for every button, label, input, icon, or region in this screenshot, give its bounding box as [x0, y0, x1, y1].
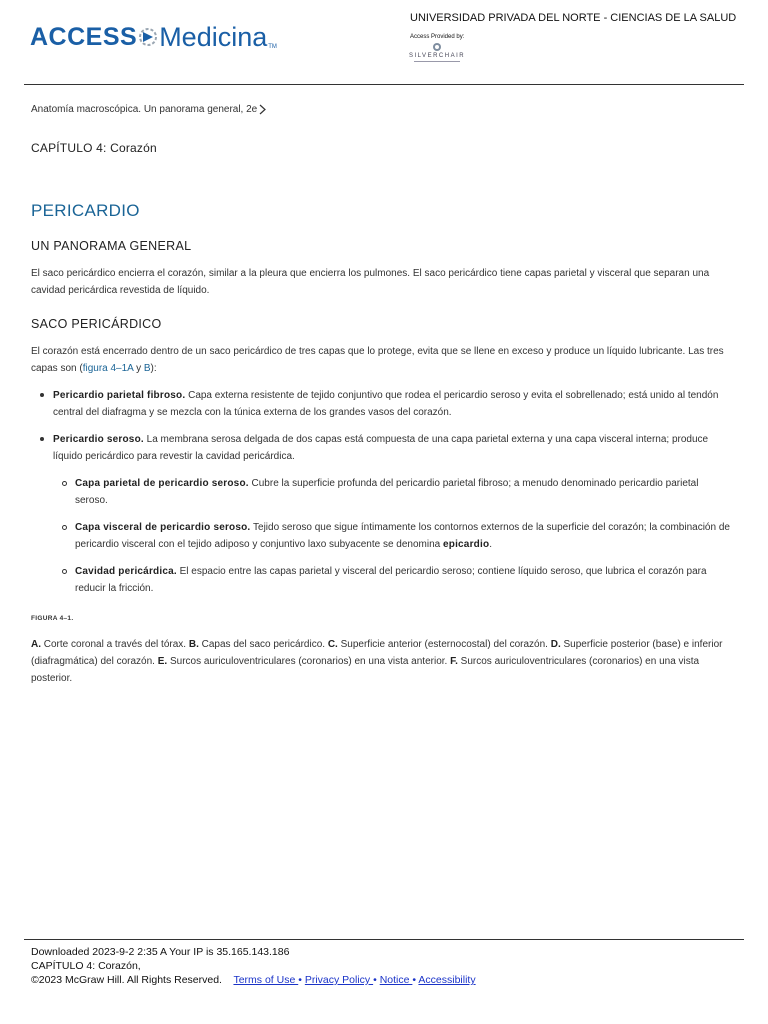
sublist-item-term: Capa parietal de pericardio seroso.	[75, 478, 249, 489]
logo-medicina-text: Medicina	[159, 22, 268, 52]
sublist-item	[53, 519, 731, 553]
silverchair-underline	[414, 61, 460, 62]
figure-4-1a-link[interactable]: figura 4–1A	[82, 363, 134, 374]
sublist-item-text: El espacio entre las capas parietal y visceral del pericardio seroso; contiene líquido seroso, que lubrica el corazón para reducir la fricción.	[75, 566, 707, 594]
header-divider	[24, 84, 744, 85]
figure-caption	[31, 636, 731, 687]
caption-text: Corte coronal a través del tórax.	[41, 639, 189, 650]
overview-paragraph: El saco pericárdico encierra el corazón, similar a la pleura que encierra los pulmones. El saco pericárdico tiene capas parietal y visceral que separan una cavidad pericárdica revestida de líquido.	[31, 268, 710, 296]
chapter-title: CAPÍTULO 4: Corazón	[31, 141, 157, 155]
link-separator: •	[298, 974, 302, 986]
sac-heading: SACO PERICÁRDICO	[31, 317, 162, 331]
silverchair-mark-icon	[432, 42, 442, 52]
link-separator: •	[412, 974, 417, 986]
sublist-item-term: Capa visceral de pericardio seroso.	[75, 522, 251, 533]
sac-intro-end: ):	[150, 363, 157, 374]
figure-b-link[interactable]: B	[143, 363, 151, 374]
download-info: Downloaded 2023-9-2 2:35 A Your IP is 35.165.143.186	[31, 946, 290, 958]
terms-of-use-link[interactable]: Terms of Use	[233, 974, 299, 986]
sublist-item	[53, 475, 731, 509]
caption-text: Capas del saco pericárdico.	[198, 639, 328, 650]
main-content	[31, 100, 731, 687]
logo-arrow-icon	[137, 22, 159, 52]
caption-letter: E.	[157, 656, 168, 667]
sublist-item	[53, 563, 731, 597]
caption-text: Superficie anterior (esternocostal) del corazón.	[337, 639, 551, 650]
sublist-item-term-epicardio: epicardio	[443, 539, 490, 550]
sac-intro-paragraph	[31, 343, 731, 377]
caption-letter: D.	[550, 639, 561, 650]
list-item-text: La membrana serosa delgada de dos capas está compuesta de una capa parietal externa y una capa visceral interna; produce líquido pericárdico para revestir la cavidad pericárdica.	[53, 434, 709, 462]
copyright-text: ©2023 McGraw Hill. All Rights Reserved.	[31, 974, 222, 986]
access-provided-label: Access Provided by:	[410, 34, 465, 40]
section-title: PERICARDIO	[31, 201, 140, 220]
sublist-item-text: Tejido seroso que sigue íntimamente los contornos externos de la superficie del corazón; la combinación de pericardio visceral con el tejido adiposo y conjuntivo laxo subyacente se denomina	[75, 522, 730, 550]
footer-divider	[24, 939, 744, 940]
footer-legal-line	[31, 973, 476, 987]
footer-chapter: CAPÍTULO 4: Corazón,	[31, 960, 141, 972]
chevron-right-icon	[259, 104, 266, 115]
breadcrumb-book[interactable]: Anatomía macroscópica. Un panorama general, 2e	[31, 104, 258, 115]
sublist-item-end: .	[489, 539, 493, 550]
list-item	[31, 387, 731, 421]
overview-heading: UN PANORAMA GENERAL	[31, 239, 192, 253]
list-item-term: Pericardio seroso.	[53, 434, 144, 445]
caption-letter: A.	[31, 639, 41, 650]
serous-sublist	[53, 475, 731, 597]
page-footer	[31, 945, 476, 987]
list-item-text: Capa externa resistente de tejido conjuntivo que rodea el pericardio seroso y evita el sobrellenado; está unido al tendón central del diafragma y se mezcla con la túnica externa de los grandes vasos del corazón.	[53, 390, 719, 418]
list-item	[31, 431, 731, 597]
sac-intro-and: y	[133, 363, 144, 374]
caption-letter: F.	[450, 656, 458, 667]
sublist-item-term: Cavidad pericárdica.	[75, 566, 177, 577]
caption-text: Surcos auriculoventriculares (coronarios) en una vista anterior.	[167, 656, 451, 667]
silverchair-logo	[409, 42, 464, 62]
link-separator: •	[373, 974, 377, 986]
notice-link[interactable]: Notice	[379, 974, 413, 986]
breadcrumb[interactable]	[31, 104, 731, 115]
figure-label: FIGURA 4–1.	[31, 615, 74, 622]
logo-trademark: TM	[268, 44, 277, 50]
caption-letter: C.	[327, 639, 338, 650]
accessmedicina-logo[interactable]	[30, 12, 277, 52]
logo-access-text: ACCESS	[30, 23, 138, 51]
sublist-item-text: Cubre la superficie profunda del pericardio parietal fibroso; a menudo denominado pericardio parietal seroso.	[75, 478, 699, 506]
sac-intro-text: El corazón está encerrado dentro de un saco pericárdico de tres capas que lo protege, evita que se llene en exceso y produce un líquido lubricante. Las tres capas son (	[31, 346, 724, 374]
caption-letter: B.	[188, 639, 199, 650]
privacy-policy-link[interactable]: Privacy Policy	[304, 974, 374, 986]
page-header	[0, 0, 768, 86]
caption-text: Surcos auriculoventriculares (coronarios) en una vista posterior.	[31, 656, 700, 684]
silverchair-wordmark: SILVERCHAIR	[409, 53, 466, 59]
list-item-term: Pericardio parietal fibroso.	[53, 390, 186, 401]
caption-text: Superficie posterior (base) e inferior (diafragmática) del corazón.	[31, 639, 723, 667]
accessibility-link[interactable]: Accessibility	[418, 974, 476, 986]
institution-name: UNIVERSIDAD PRIVADA DEL NORTE - CIENCIAS DE LA SALUD	[410, 12, 737, 24]
layer-list	[31, 387, 731, 597]
